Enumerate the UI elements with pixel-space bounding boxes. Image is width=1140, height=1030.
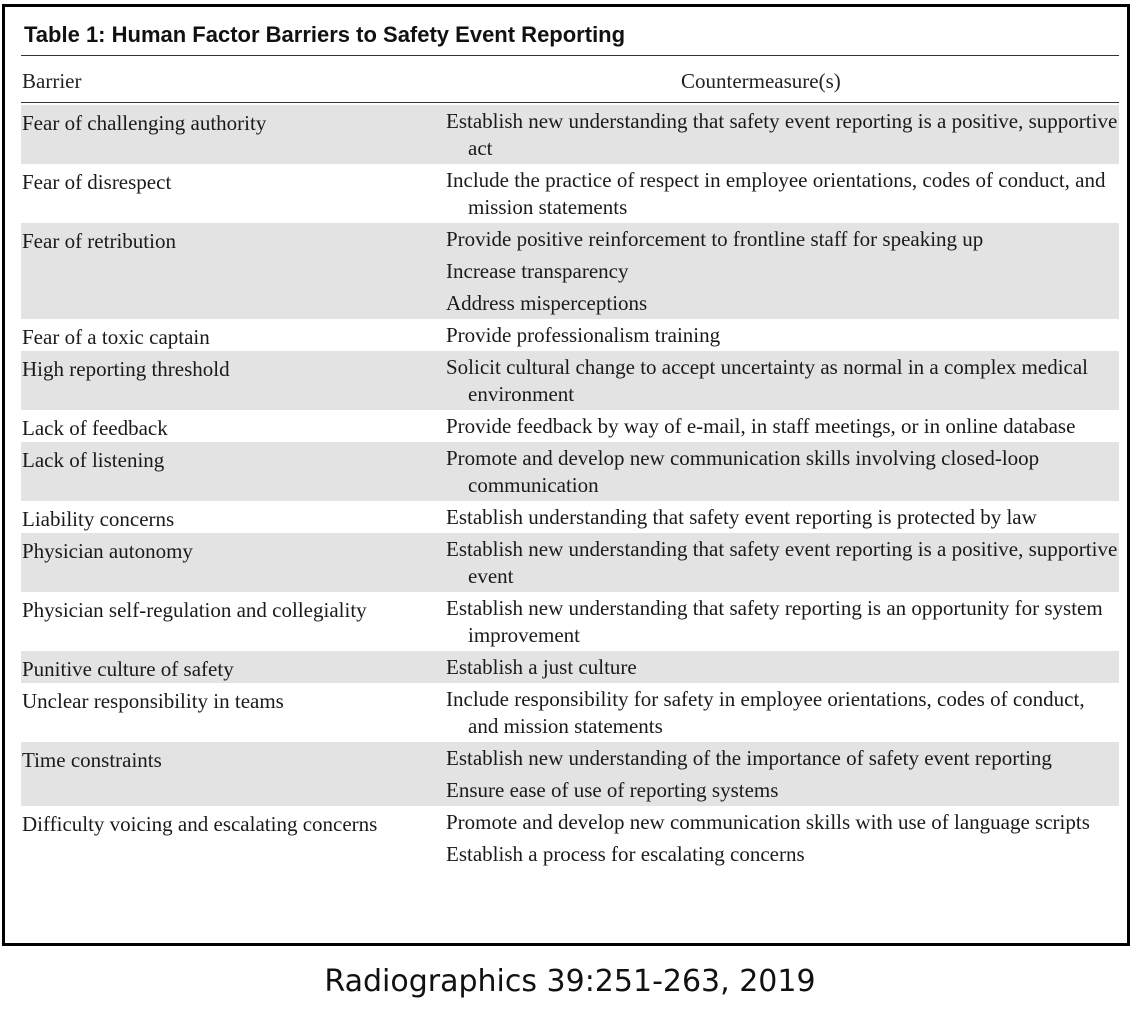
barrier-cell: Time constraints xyxy=(22,748,162,772)
table-row xyxy=(21,742,1119,806)
table-row xyxy=(21,806,1119,870)
barrier-cell: Physician autonomy xyxy=(22,539,193,563)
barrier-cell: Lack of listening xyxy=(22,448,165,472)
countermeasure-item: Promote and develop new communication skills involving closed-loop communication xyxy=(446,446,1040,497)
table-row xyxy=(21,164,1119,223)
countermeasure-cell xyxy=(446,683,1118,742)
countermeasure-cell xyxy=(446,410,1118,442)
citation: Radiographics 39:251-263, 2019 xyxy=(324,964,816,999)
table-row xyxy=(21,410,1119,442)
countermeasure-item: Establish understanding that safety event reporting is protected by law xyxy=(446,505,1037,529)
table-row xyxy=(21,533,1119,592)
countermeasure-cell xyxy=(446,533,1118,592)
countermeasure-cell xyxy=(446,442,1118,501)
countermeasure-cell xyxy=(446,651,1118,683)
barrier-cell: Difficulty voicing and escalating concerns xyxy=(22,812,378,836)
barrier-cell: Punitive culture of safety xyxy=(22,657,234,681)
table-body xyxy=(21,105,1119,870)
table-row xyxy=(21,223,1119,319)
table-title: Table 1: Human Factor Barriers to Safety Event Reporting xyxy=(24,22,626,47)
countermeasure-cell xyxy=(446,351,1118,410)
countermeasure-item: Establish new understanding that safety event reporting is a positive, supportive act xyxy=(446,109,1118,160)
barrier-cell: Physician self-regulation and collegiality xyxy=(22,598,367,622)
table-row xyxy=(21,651,1119,683)
countermeasure-item: Establish new understanding that safety event reporting is a positive, supportive event xyxy=(446,537,1118,588)
countermeasure-item: Provide positive reinforcement to frontline staff for speaking up xyxy=(446,227,984,251)
countermeasure-cell xyxy=(446,319,1118,351)
barrier-cell: Liability concerns xyxy=(22,507,175,531)
countermeasure-item: Increase transparency xyxy=(446,259,629,283)
header-rule xyxy=(21,102,1119,103)
countermeasure-cell xyxy=(446,806,1118,870)
countermeasure-item: Ensure ease of use of reporting systems xyxy=(446,778,779,802)
countermeasure-item: Address misperceptions xyxy=(446,291,648,315)
barrier-cell: Lack of feedback xyxy=(22,416,168,440)
barrier-cell: Fear of a toxic captain xyxy=(22,325,210,349)
table-row xyxy=(21,683,1119,742)
header-countermeasure: Countermeasure(s) xyxy=(681,69,841,93)
barrier-cell: Fear of retribution xyxy=(22,229,176,253)
countermeasure-cell xyxy=(446,223,1118,319)
table-row xyxy=(21,501,1119,533)
countermeasure-item: Solicit cultural change to accept uncertainty as normal in a complex medical environment xyxy=(446,355,1089,406)
table-row xyxy=(21,351,1119,410)
countermeasure-cell xyxy=(446,164,1118,223)
countermeasure-cell xyxy=(446,742,1118,806)
title-rule xyxy=(21,55,1119,56)
table-row xyxy=(21,105,1119,164)
countermeasure-item: Establish new understanding of the importance of safety event reporting xyxy=(446,746,1052,770)
table-row xyxy=(21,592,1119,651)
countermeasure-cell xyxy=(446,592,1118,651)
countermeasure-item: Provide professionalism training xyxy=(446,323,721,347)
countermeasure-item: Establish a just culture xyxy=(446,655,637,679)
countermeasure-item: Promote and develop new communication skills with use of language scripts xyxy=(446,810,1090,834)
countermeasure-item: Include the practice of respect in employee orientations, codes of conduct, and mission statements xyxy=(446,168,1106,219)
barrier-cell: High reporting threshold xyxy=(22,357,230,381)
barrier-cell: Fear of disrespect xyxy=(22,170,172,194)
header-barrier: Barrier xyxy=(22,69,82,93)
barrier-cell: Unclear responsibility in teams xyxy=(22,689,284,713)
countermeasure-cell xyxy=(446,105,1118,164)
table-frame xyxy=(2,4,1130,946)
countermeasure-item: Establish new understanding that safety reporting is an opportunity for system improvement xyxy=(446,596,1103,647)
table-row xyxy=(21,442,1119,501)
countermeasure-item: Provide feedback by way of e-mail, in staff meetings, or in online database xyxy=(446,414,1076,438)
table-row xyxy=(21,319,1119,351)
countermeasure-cell xyxy=(446,501,1118,533)
barrier-cell: Fear of challenging authority xyxy=(22,111,267,135)
countermeasure-item: Establish a process for escalating concerns xyxy=(446,842,805,866)
countermeasure-item: Include responsibility for safety in employee orientations, codes of conduct, and mission statements xyxy=(446,687,1085,738)
